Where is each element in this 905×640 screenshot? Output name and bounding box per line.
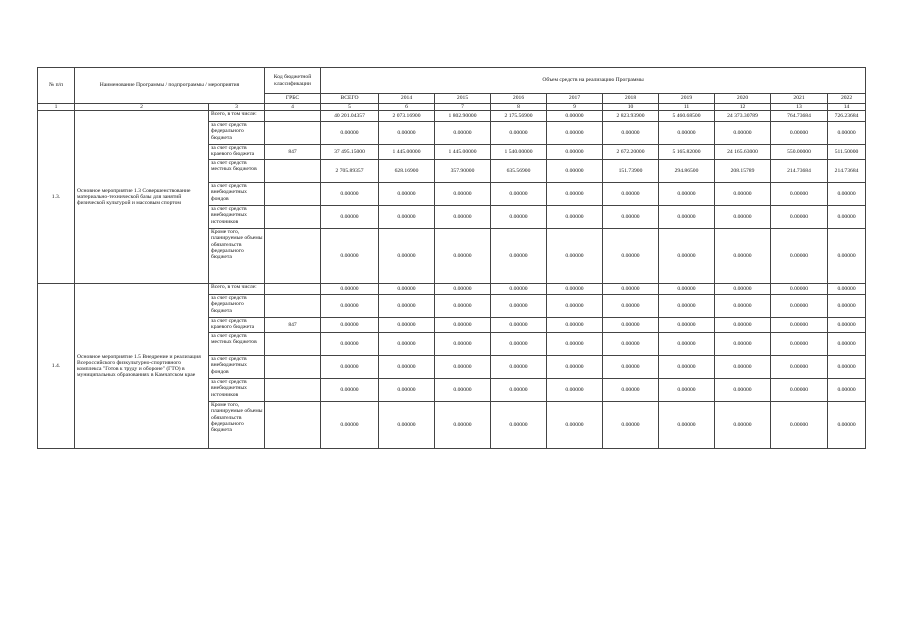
amount-cell: 0.00000 [491,333,547,356]
amount-cell: 0.00000 [659,356,715,379]
amount-cell: 0.00000 [547,206,603,229]
header-index: 9 [547,104,603,111]
amount-cell: 0.00000 [659,284,715,295]
amount-cell: 0.00000 [321,333,379,356]
amount-cell: 0.00000 [435,229,491,284]
amount-cell: 0.00000 [321,183,379,206]
amount-cell: 1 802.90000 [435,111,491,122]
amount-cell: 0.00000 [828,356,866,379]
amount-cell: 2 705.89357 [321,160,379,183]
amount-cell: 0.00000 [828,402,866,449]
amount-cell: 0.00000 [547,183,603,206]
amount-cell: 0.00000 [603,206,659,229]
amount-cell: 0.00000 [828,206,866,229]
grbs-code [265,111,321,122]
grbs-code [265,284,321,295]
amount-cell: 0.00000 [603,333,659,356]
amount-cell: 0.00000 [379,284,435,295]
header-year: 2014 [379,94,435,104]
funding-source: за счет средств внебюджетных фондов [209,183,265,206]
amount-cell: 0.00000 [379,333,435,356]
amount-cell: 726.23684 [828,111,866,122]
amount-cell: 0.00000 [771,356,828,379]
header-year: 2020 [715,94,771,104]
header-index: 7 [435,104,491,111]
amount-cell: 0.00000 [491,379,547,402]
section-num: 1.4. [38,284,75,449]
amount-cell: 0.00000 [379,206,435,229]
table-row [38,284,866,295]
amount-cell: 0.00000 [715,333,771,356]
amount-cell: 0.00000 [828,183,866,206]
amount-cell: 635.56900 [491,160,547,183]
amount-cell: 2 073.16900 [379,111,435,122]
amount-cell: 0.00000 [547,229,603,284]
header-code: Код бюджетной классификации [265,68,321,94]
amount-cell: 0.00000 [321,295,379,318]
amount-cell: 550.00000 [771,145,828,160]
section-name: Основное мероприятие 1.3 Совершенствование материально-технической базы для занятий физической культурой и массовым спортом [75,111,209,284]
funding-source: за счет средств краевого бюджета [209,318,265,333]
amount-cell: 0.00000 [435,122,491,145]
header-num: № п/п [38,68,75,104]
amount-cell: 0.00000 [379,356,435,379]
amount-cell: 0.00000 [321,379,379,402]
amount-cell: 208.15789 [715,160,771,183]
amount-cell: 0.00000 [715,402,771,449]
amount-cell: 0.00000 [715,122,771,145]
amount-cell: 0.00000 [828,379,866,402]
section-name: Основное мероприятие 1.5 Внедрение и реализация Всероссийского физкультурно-спортивного комплекса "Готов к труду и обороне" (ГТО) в муниципальных образованиях в Камчатском крае [75,284,209,449]
amount-cell: 0.00000 [715,379,771,402]
amount-cell: 764.73684 [771,111,828,122]
table-row [38,111,866,122]
amount-cell: 0.00000 [379,318,435,333]
amount-cell: 0.00000 [603,183,659,206]
amount-cell: 0.00000 [379,183,435,206]
amount-cell: 2 175.56900 [491,111,547,122]
section-num: 1.3. [38,111,75,284]
amount-cell: 0.00000 [491,122,547,145]
header-index: 6 [379,104,435,111]
amount-cell: 0.00000 [603,122,659,145]
amount-cell: 0.00000 [603,295,659,318]
amount-cell: 0.00000 [771,284,828,295]
amount-cell: 0.00000 [828,295,866,318]
amount-cell: 0.00000 [491,229,547,284]
amount-cell: 24 373.30789 [715,111,771,122]
header-grbs: ГРБС [265,94,321,104]
amount-cell: 0.00000 [603,284,659,295]
amount-cell: 5 460.68500 [659,111,715,122]
amount-cell: 0.00000 [659,229,715,284]
amount-cell: 0.00000 [435,318,491,333]
amount-cell: 0.00000 [771,402,828,449]
amount-cell: 0.00000 [321,356,379,379]
amount-cell: 0.00000 [547,122,603,145]
amount-cell: 5 165.82000 [659,145,715,160]
amount-cell: 0.00000 [321,206,379,229]
amount-cell: 1 445.00000 [379,145,435,160]
amount-cell: 151.73900 [603,160,659,183]
funding-source: Всего, в том числе: [209,111,265,122]
amount-cell: 0.00000 [547,111,603,122]
amount-cell: 0.00000 [828,229,866,284]
program-funding-table [37,67,866,449]
amount-cell: 0.00000 [715,206,771,229]
amount-cell: 0.00000 [321,122,379,145]
header-index: 4 [265,104,321,111]
amount-cell: 0.00000 [771,333,828,356]
amount-cell: 0.00000 [715,229,771,284]
amount-cell: 0.00000 [435,333,491,356]
amount-cell: 0.00000 [491,183,547,206]
amount-cell: 0.00000 [379,122,435,145]
amount-cell: 511.50000 [828,145,866,160]
funding-source: за счет средств внебюджетных фондов [209,356,265,379]
grbs-code: 847 [265,318,321,333]
amount-cell: 0.00000 [547,145,603,160]
amount-cell: 0.00000 [435,183,491,206]
amount-cell: 1 445.00000 [435,145,491,160]
amount-cell: 0.00000 [828,318,866,333]
amount-cell: 0.00000 [715,356,771,379]
amount-cell: 37 495.15000 [321,145,379,160]
amount-cell: 0.00000 [491,402,547,449]
amount-cell: 0.00000 [715,284,771,295]
grbs-code [265,122,321,145]
amount-cell: 0.00000 [771,206,828,229]
header-name: Наименование Программы / подпрограммы / мероприятия [75,68,265,104]
header-index: 5 [321,104,379,111]
amount-cell: 24 165.63000 [715,145,771,160]
amount-cell: 0.00000 [715,183,771,206]
amount-cell: 1 540.00000 [491,145,547,160]
amount-cell: 0.00000 [771,295,828,318]
program-funding-table-page [37,67,865,449]
header-year: ВСЕГО [321,94,379,104]
amount-cell: 0.00000 [379,229,435,284]
funding-source: Кроме того, планируемые объемы обязательств федерального бюджета [209,229,265,284]
header-index: 10 [603,104,659,111]
amount-cell: 628.16900 [379,160,435,183]
header-volume: Объем средств на реализацию Программы [321,68,866,94]
amount-cell: 0.00000 [379,379,435,402]
amount-cell: 0.00000 [659,122,715,145]
header-index: 12 [715,104,771,111]
header-year: 2021 [771,94,828,104]
amount-cell: 0.00000 [547,318,603,333]
amount-cell: 0.00000 [435,356,491,379]
amount-cell: 0.00000 [771,379,828,402]
amount-cell: 0.00000 [435,295,491,318]
amount-cell: 0.00000 [771,229,828,284]
amount-cell: 0.00000 [321,284,379,295]
amount-cell: 0.00000 [379,402,435,449]
amount-cell: 0.00000 [603,356,659,379]
grbs-code [265,295,321,318]
amount-cell: 0.00000 [379,295,435,318]
amount-cell: 0.00000 [603,379,659,402]
amount-cell: 294.86500 [659,160,715,183]
header-year: 2019 [659,94,715,104]
amount-cell: 0.00000 [771,183,828,206]
amount-cell: 0.00000 [547,284,603,295]
amount-cell: 214.73684 [771,160,828,183]
amount-cell: 0.00000 [828,333,866,356]
amount-cell: 0.00000 [659,206,715,229]
amount-cell: 0.00000 [491,284,547,295]
amount-cell: 0.00000 [828,284,866,295]
amount-cell: 214.73684 [828,160,866,183]
amount-cell: 0.00000 [547,160,603,183]
funding-source: Всего, в том числе: [209,284,265,295]
amount-cell: 2 823.93900 [603,111,659,122]
grbs-code: 847 [265,145,321,160]
amount-cell: 0.00000 [547,402,603,449]
amount-cell: 0.00000 [715,318,771,333]
header-year: 2017 [547,94,603,104]
amount-cell: 0.00000 [435,402,491,449]
funding-source: за счет средств местных бюджетов [209,333,265,356]
amount-cell: 0.00000 [547,356,603,379]
header-year: 2015 [435,94,491,104]
header-index: 3 [209,104,265,111]
amount-cell: 357.90000 [435,160,491,183]
amount-cell: 40 201.04357 [321,111,379,122]
amount-cell: 0.00000 [603,318,659,333]
amount-cell: 0.00000 [659,183,715,206]
funding-source: за счет средств местных бюджетов [209,160,265,183]
amount-cell: 2 672.20000 [603,145,659,160]
amount-cell: 0.00000 [828,122,866,145]
amount-cell: 0.00000 [547,333,603,356]
amount-cell: 0.00000 [659,402,715,449]
funding-source: за счет средств внебюджетных источников [209,379,265,402]
amount-cell: 0.00000 [491,295,547,318]
grbs-code [265,229,321,284]
amount-cell: 0.00000 [659,295,715,318]
grbs-code [265,333,321,356]
grbs-code [265,160,321,183]
header-index: 2 [75,104,209,111]
amount-cell: 0.00000 [547,295,603,318]
funding-source: Кроме того, планируемые объемы обязательств федерального бюджета [209,402,265,449]
amount-cell: 0.00000 [321,318,379,333]
funding-source: за счет средств внебюджетных источников [209,206,265,229]
amount-cell: 0.00000 [547,379,603,402]
amount-cell: 0.00000 [435,284,491,295]
funding-source: за счет средств федерального бюджета [209,122,265,145]
amount-cell: 0.00000 [321,229,379,284]
header-index: 8 [491,104,547,111]
amount-cell: 0.00000 [603,229,659,284]
grbs-code [265,183,321,206]
amount-cell: 0.00000 [715,295,771,318]
funding-source: за счет средств краевого бюджета [209,145,265,160]
grbs-code [265,356,321,379]
header-index: 1 [38,104,75,111]
header-index: 11 [659,104,715,111]
amount-cell: 0.00000 [491,356,547,379]
amount-cell: 0.00000 [771,122,828,145]
amount-cell: 0.00000 [491,318,547,333]
header-year: 2016 [491,94,547,104]
amount-cell: 0.00000 [659,333,715,356]
header-year: 2022 [828,94,866,104]
header-year: 2018 [603,94,659,104]
amount-cell: 0.00000 [435,206,491,229]
header-index: 14 [828,104,866,111]
grbs-code [265,206,321,229]
grbs-code [265,379,321,402]
amount-cell: 0.00000 [659,318,715,333]
header-index: 13 [771,104,828,111]
amount-cell: 0.00000 [435,379,491,402]
funding-source: за счет средств федерального бюджета [209,295,265,318]
amount-cell: 0.00000 [659,379,715,402]
amount-cell: 0.00000 [603,402,659,449]
grbs-code [265,402,321,449]
amount-cell: 0.00000 [771,318,828,333]
amount-cell: 0.00000 [321,402,379,449]
amount-cell: 0.00000 [491,206,547,229]
